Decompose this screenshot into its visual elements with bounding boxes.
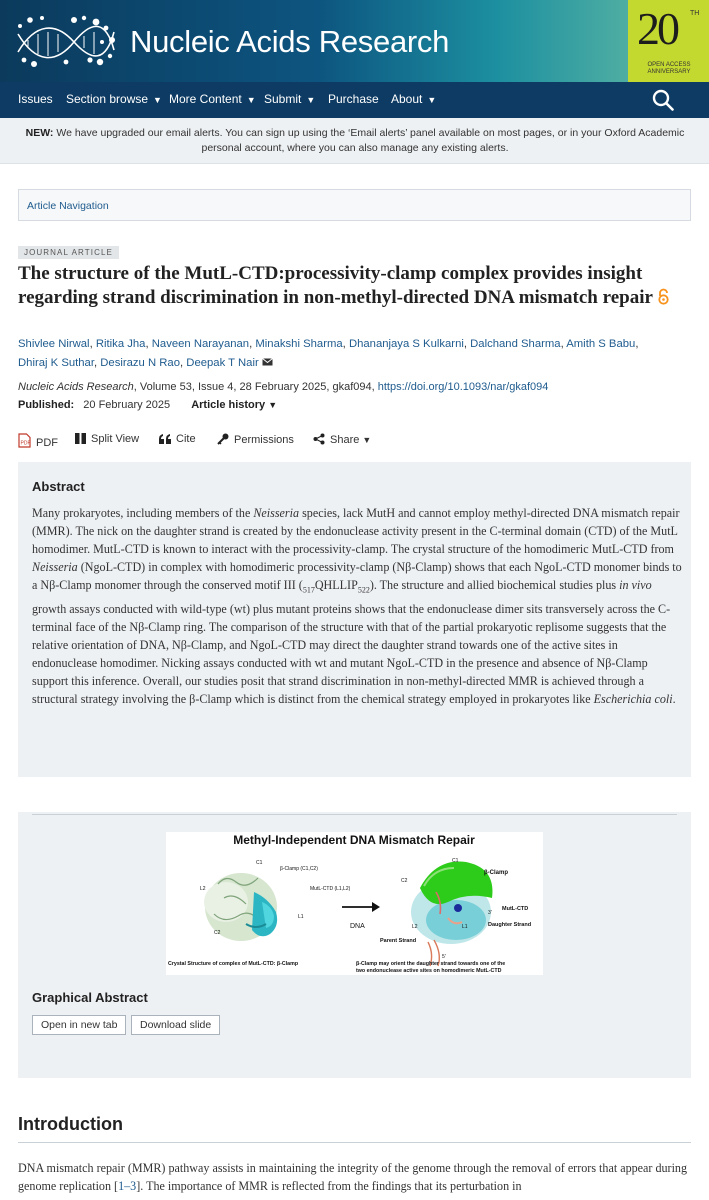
label-daughter-strand: Daughter Strand: [488, 922, 532, 928]
graphical-abstract-figure[interactable]: [166, 832, 543, 975]
abstract-section: [18, 462, 691, 777]
nav-item-section-browse[interactable]: [66, 92, 162, 106]
author-separator: ,: [249, 338, 256, 350]
author-link[interactable]: Dhiraj K Suthar: [18, 357, 94, 369]
label-l2-right: L2: [412, 924, 418, 930]
permissions-button[interactable]: [217, 433, 294, 446]
caption-left: Crystal Structure of complex of MutL-CTD: β-Clamp: [168, 961, 299, 967]
article-type-badge: JOURNAL ARTICLE: [18, 246, 119, 259]
caret-down-icon: ▼: [306, 95, 316, 105]
nav-label: Purchase: [328, 92, 379, 106]
download-slide-button[interactable]: Download slide: [131, 1015, 220, 1035]
nav-item-more-content[interactable]: [169, 92, 256, 106]
nav-label: More Content: [169, 92, 242, 106]
anniversary-number: 20: [637, 3, 677, 54]
abstract-italic: Neisseria: [32, 560, 78, 575]
author-link[interactable]: Desirazu N Rao: [100, 357, 181, 369]
abstract-part: Many prokaryotes, including members of the: [32, 506, 254, 520]
introduction-text: [18, 1159, 698, 1196]
author-separator: ,: [145, 338, 152, 350]
journal-banner: [0, 0, 709, 82]
anniversary-label: OPEN ACCESS ANNIVERSARY: [647, 62, 691, 76]
share-label: Share: [330, 434, 360, 446]
abstract-italic: Escherichia coli: [593, 692, 673, 707]
abstract-text: [32, 504, 684, 708]
author-link[interactable]: Shivlee Nirwal: [18, 338, 90, 350]
pdf-button[interactable]: [18, 433, 58, 449]
quote-icon: [159, 434, 171, 444]
label-mutl-right: MutL-CTD: [502, 906, 529, 912]
author-link[interactable]: Deepak T Nair: [186, 357, 259, 369]
abstract-subscript: 517: [302, 585, 315, 595]
figure-title: Methyl-Independent DNA Mismatch Repair: [233, 833, 475, 847]
split-view-label: Split View: [91, 433, 140, 445]
notice-text: [20, 126, 690, 156]
key-icon: [217, 433, 229, 445]
author-link[interactable]: Minakshi Sharma: [255, 338, 343, 350]
caret-down-icon: ▼: [268, 400, 278, 410]
graphical-abstract-section: [18, 812, 691, 1078]
cite-label: Cite: [176, 433, 196, 445]
abstract-part: species, lack MutH and cannot employ methyl-directed DNA mismatch repair (MMR). The nick on the daughter strand is created by the endonuclease activity present in the C-terminal domain (CTD) of the MutL homodimer. MutL-CTD is known to interact with the processivity-clamp. The crystal structure of the homodimeric MutL-CTD from: [32, 506, 680, 557]
journal-title[interactable]: [130, 24, 449, 60]
abstract-italic: Neisseria: [253, 506, 300, 520]
publication-info: [18, 399, 277, 411]
introduction-heading: Introduction: [18, 1114, 123, 1134]
share-button[interactable]: [313, 433, 371, 446]
nav-item-purchase[interactable]: [328, 92, 379, 106]
label-c2-right: C2: [401, 878, 408, 884]
svg-text:PDF: PDF: [20, 440, 31, 447]
caret-down-icon: ▼: [362, 435, 372, 445]
email-icon[interactable]: [262, 358, 273, 366]
abstract-subscript: 522: [357, 585, 370, 595]
journal-logo-icon[interactable]: [14, 12, 118, 70]
author-separator: ,: [635, 338, 639, 350]
caret-down-icon: ▼: [427, 95, 437, 105]
citation-journal: Nucleic Acids Research: [18, 381, 134, 393]
article-navigation-label: Article Navigation: [27, 200, 109, 212]
cite-button[interactable]: [159, 433, 196, 445]
open-access-icon: [657, 288, 670, 305]
author-link[interactable]: Naveen Narayanan: [151, 338, 250, 350]
abstract-motif: QHLLIP: [314, 578, 358, 593]
label-3-prime: 3': [488, 910, 492, 916]
main-nav: [0, 82, 709, 118]
email-alerts-notice: [0, 118, 709, 164]
anniversary-badge: [628, 0, 709, 82]
pdf-icon: [18, 433, 31, 448]
divider: [32, 814, 677, 815]
permissions-label: Permissions: [234, 434, 294, 446]
label-l2: L2: [200, 886, 206, 892]
label-bclamp-right: β-Clamp: [484, 870, 508, 876]
article-navigation[interactable]: [18, 189, 691, 221]
split-view-button[interactable]: [75, 433, 139, 445]
abstract-part: (NgoL-CTD) in complex with homodimeric processivity-clamp (Nβ-Clamp) shows that each NgoL-CTD monomer binds to a Nβ-Clamp monomer through the conserved motif III (: [32, 560, 682, 593]
label-l1: L1: [298, 914, 304, 920]
article-history-label: Article history: [191, 399, 266, 411]
share-icon: [313, 433, 325, 445]
label-c2: C2: [214, 930, 221, 936]
author-separator: ,: [463, 338, 471, 350]
intro-part: ]. The importance of MMR is reflected from the findings that its perturbation in: [136, 1179, 522, 1194]
article-title-text: The structure of the MutL-CTD:processivity-clamp complex provides insight regarding strand discrimination in non-methyl-directed DNA mismatch repair: [18, 263, 653, 309]
label-c1-right: C1: [452, 858, 459, 864]
nav-label: Section browse: [66, 92, 149, 106]
article-history-toggle[interactable]: [191, 399, 277, 411]
abstract-part: ). The structure and allied biochemical studies plus: [369, 578, 620, 593]
label-mutl: MutL-CTD (L1,L2): [310, 886, 351, 892]
author-link[interactable]: Dhananjaya S Kulkarni: [348, 338, 464, 350]
article-title: [18, 262, 698, 311]
divider: [18, 1142, 691, 1143]
nav-item-issues[interactable]: [18, 92, 53, 106]
caret-down-icon: ▼: [246, 95, 256, 105]
label-l1-right: L1: [462, 924, 468, 930]
author-separator: ,: [93, 357, 101, 369]
author-list: [18, 335, 698, 373]
nav-label: About: [391, 92, 423, 106]
notice-body: We have upgraded our email alerts. You can sign up using the ‘Email alerts’ panel available on most pages, or in your Oxford Academic personal account, where you can also manage any existing alerts.: [56, 127, 685, 154]
label-parent-strand: Parent Strand: [380, 938, 417, 944]
caption-right-1: β-Clamp may orient the daughter strand towards one of the: [356, 961, 506, 967]
abstract-italic: in vivo: [619, 578, 652, 593]
caret-down-icon: ▼: [153, 95, 162, 105]
abstract-part: .: [672, 692, 676, 707]
reference-link[interactable]: 1–3: [118, 1179, 137, 1194]
journal-title-light: Nucleic Acids: [130, 24, 311, 59]
split-view-icon: [75, 433, 86, 444]
abstract-part: growth assays conducted with wild-type (wt) plus mutant proteins shows that the endonuclease dimer sits transversely across the C-terminal face of the Nβ-Clamp ring. The comparison of the structure with that of the partial prokaryotic replisome suggests that the relative orientation of DNA, Nβ-Clamp, and NgoL-CTD may direct the daughter strand towards one of the active sites in endonuclease homodimer. Nicking assays conducted with wt and mutant NgoL-CTD in the presence and absence of Nβ-Clamp support this inference. Overall, our studies posit that strand discrimination in non-methyl-directed MMR is achieved through a structural strategy involving the β-Clamp which is distinct from the chemical strategy employed in prokaryotes like: [32, 601, 671, 707]
pdf-label: PDF: [36, 437, 58, 449]
nav-item-submit[interactable]: [264, 92, 315, 106]
published-date: 20 February 2025: [83, 399, 171, 411]
notice-label: NEW:: [25, 127, 54, 139]
author-separator: ,: [89, 338, 96, 350]
label-dna: DNA: [350, 923, 365, 930]
citation-line: [18, 381, 698, 393]
journal-title-bold: Research: [318, 24, 450, 59]
author-link[interactable]: Amith S Babu: [566, 338, 636, 350]
author-separator: ,: [560, 338, 567, 350]
label-bclamp: β-Clamp (C1,C2): [280, 866, 318, 872]
nav-label: Submit: [264, 92, 302, 106]
published-label: Published:: [18, 399, 75, 411]
caption-right-2: two endonuclease active sites on homodimeric MutL-CTD: [356, 968, 502, 974]
label-5-prime: 5': [442, 954, 446, 960]
intro-part: DNA mismatch repair (MMR) pathway assists in maintaining the integrity of the genome through the removal of errors that appear during genome replication [: [18, 1161, 688, 1194]
label-c1: C1: [256, 860, 263, 866]
open-in-new-tab-button[interactable]: Open in new tab: [32, 1015, 126, 1035]
doi-link[interactable]: https://doi.org/10.1093/nar/gkaf094: [377, 381, 549, 393]
author-separator: ,: [180, 357, 187, 369]
graphical-abstract-heading: Graphical Abstract: [32, 990, 148, 1005]
author-link[interactable]: Dalchand Sharma: [470, 338, 561, 350]
nav-label: Issues: [18, 92, 53, 106]
nav-item-about[interactable]: [391, 92, 436, 106]
article-toolbar: [18, 430, 691, 452]
anniversary-th: TH: [690, 10, 700, 17]
author-link[interactable]: Ritika Jha: [95, 338, 146, 350]
abstract-heading: Abstract: [32, 479, 85, 494]
search-icon[interactable]: [652, 89, 674, 111]
author-separator: ,: [342, 338, 349, 350]
citation-details: , Volume 53, Issue 4, 28 February 2025, gkaf094,: [133, 381, 378, 393]
